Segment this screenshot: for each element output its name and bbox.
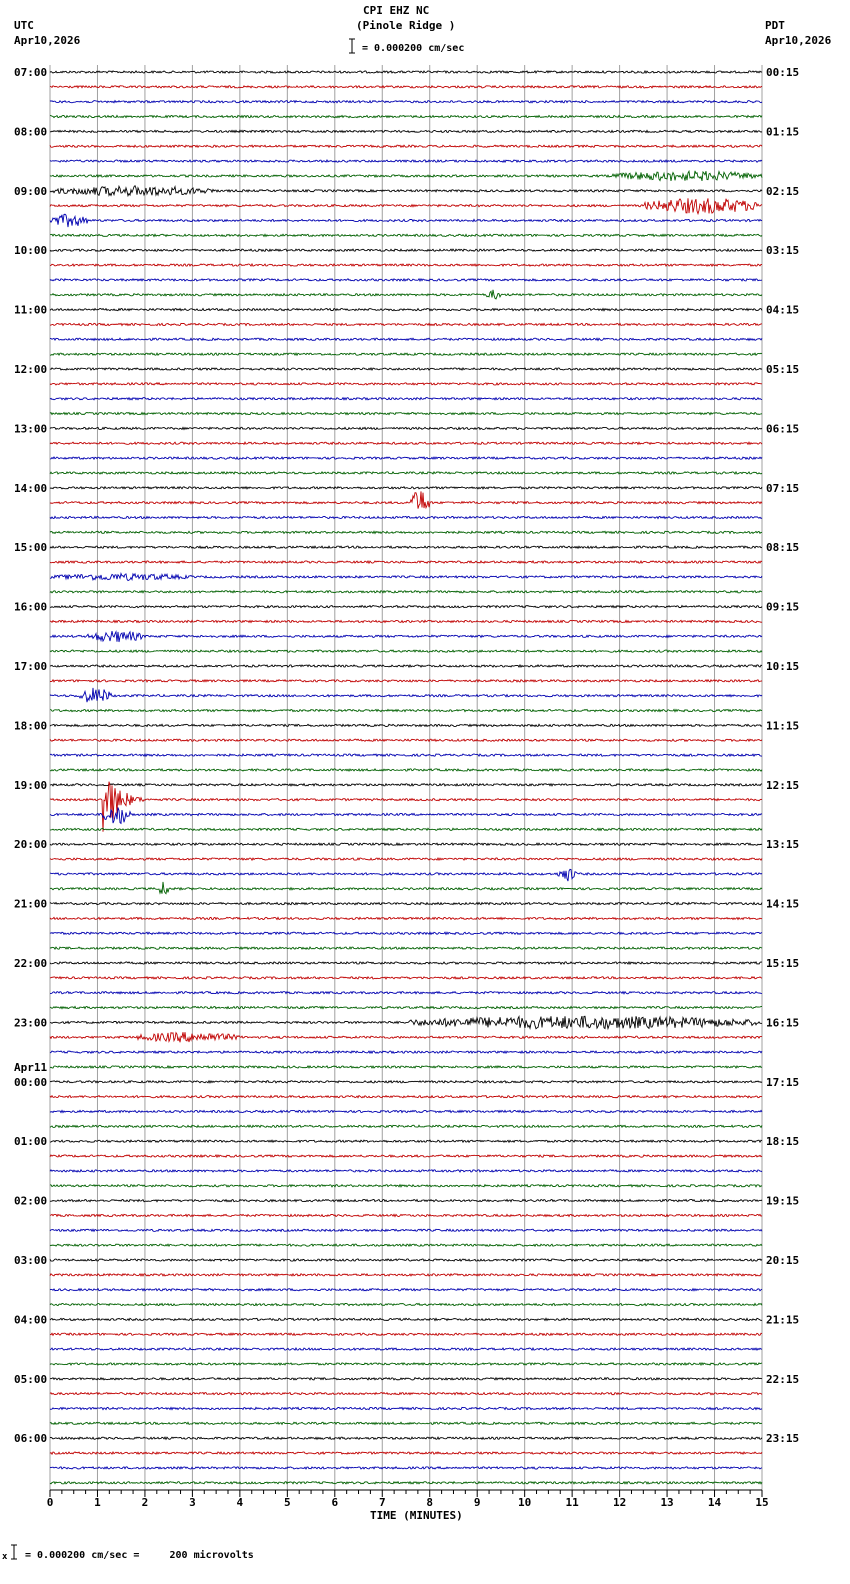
trace-72 xyxy=(50,1140,762,1142)
utc-hour-label: 08:00 xyxy=(14,125,48,139)
trace-16 xyxy=(50,309,762,311)
trace-49 xyxy=(50,782,762,832)
trace-92 xyxy=(50,1437,762,1439)
trace-39 xyxy=(50,650,762,652)
trace-79 xyxy=(50,1244,762,1246)
trace-83 xyxy=(50,1303,762,1305)
trace-94 xyxy=(50,1467,762,1469)
x-tick-label: 0 xyxy=(46,1496,54,1509)
trace-23 xyxy=(50,412,762,414)
trace-53 xyxy=(50,858,762,860)
footer-scale-prefix: x xyxy=(2,1552,8,1562)
utc-hour-label: 23:00 xyxy=(14,1016,48,1030)
utc-hour-label: 10:00 xyxy=(14,244,48,258)
pdt-hour-label: 14:15 xyxy=(766,897,800,911)
utc-hour-label: 19:00 xyxy=(14,778,48,792)
pdt-hour-label: 08:15 xyxy=(766,541,800,555)
trace-1 xyxy=(50,86,762,88)
trace-33 xyxy=(50,561,762,563)
trace-54 xyxy=(50,869,762,881)
pdt-hour-label: 19:15 xyxy=(766,1194,800,1208)
x-tick-label: 2 xyxy=(141,1496,149,1509)
x-tick-label: 4 xyxy=(236,1496,244,1509)
x-tick-label: 7 xyxy=(378,1496,386,1509)
trace-48 xyxy=(50,784,762,786)
utc-hour-label: 01:00 xyxy=(14,1135,48,1149)
x-tick-label: 14 xyxy=(707,1496,722,1509)
trace-27 xyxy=(50,472,762,474)
trace-56 xyxy=(50,903,762,905)
utc-hour-label: 18:00 xyxy=(14,719,48,733)
trace-70 xyxy=(50,1110,762,1112)
utc-date: Apr10,2026 xyxy=(14,34,81,47)
trace-74 xyxy=(50,1170,762,1172)
trace-45 xyxy=(50,739,762,741)
trace-89 xyxy=(50,1393,762,1395)
utc-hour-label: 15:00 xyxy=(14,541,48,555)
trace-14 xyxy=(50,279,762,281)
trace-84 xyxy=(50,1318,762,1320)
trace-60 xyxy=(50,962,762,964)
utc-hour-label: 07:00 xyxy=(14,66,48,79)
trace-86 xyxy=(50,1348,762,1350)
trace-12 xyxy=(50,249,762,251)
trace-7 xyxy=(50,171,762,181)
trace-61 xyxy=(50,977,762,979)
x-tick-label: 3 xyxy=(189,1496,196,1509)
utc-label: UTC xyxy=(14,19,34,32)
utc-hour-label: 12:00 xyxy=(14,363,48,376)
trace-11 xyxy=(50,234,762,236)
station-subtitle: (Pinole Ridge ) xyxy=(356,19,456,32)
trace-21 xyxy=(50,383,762,385)
pdt-hour-label: 12:15 xyxy=(766,778,800,792)
trace-24 xyxy=(50,427,762,429)
traces xyxy=(50,71,762,1484)
pdt-hour-label: 17:15 xyxy=(766,1075,800,1089)
trace-73 xyxy=(50,1155,762,1157)
trace-20 xyxy=(50,368,762,370)
pdt-hour-label: 05:15 xyxy=(766,363,800,376)
trace-0 xyxy=(50,71,762,73)
x-tick-label: 11 xyxy=(565,1496,579,1509)
pdt-hour-label: 16:15 xyxy=(766,1016,800,1030)
pdt-hour-label: 11:15 xyxy=(766,719,800,733)
utc-hour-label: 21:00 xyxy=(14,897,48,911)
trace-26 xyxy=(50,457,762,459)
pdt-hour-label: 13:15 xyxy=(766,838,800,852)
trace-22 xyxy=(50,398,762,400)
trace-91 xyxy=(50,1422,762,1424)
trace-46 xyxy=(50,754,762,756)
trace-75 xyxy=(50,1185,762,1187)
trace-15 xyxy=(50,290,762,299)
trace-80 xyxy=(50,1259,762,1261)
trace-37 xyxy=(50,620,762,622)
trace-62 xyxy=(50,992,762,994)
pdt-hour-label: 03:15 xyxy=(766,244,800,258)
trace-9 xyxy=(50,198,762,213)
x-tick-label: 10 xyxy=(518,1496,532,1509)
footer-scale-label: = 0.000200 cm/sec = 200 microvolts xyxy=(25,1550,254,1561)
trace-29 xyxy=(50,491,762,508)
date-change-label: Apr11 xyxy=(14,1061,48,1074)
trace-55 xyxy=(50,882,762,894)
trace-65 xyxy=(50,1032,762,1042)
trace-71 xyxy=(50,1125,762,1127)
trace-47 xyxy=(50,769,762,771)
utc-hour-label: 16:00 xyxy=(14,600,48,614)
utc-hour-label: 14:00 xyxy=(14,481,48,495)
trace-93 xyxy=(50,1452,762,1454)
trace-40 xyxy=(50,665,762,667)
trace-64 xyxy=(50,1016,762,1029)
utc-hour-label: 13:00 xyxy=(14,422,48,436)
utc-hour-label: 09:00 xyxy=(14,184,48,198)
x-axis xyxy=(47,1490,769,1509)
pdt-label: PDT xyxy=(765,19,785,32)
trace-43 xyxy=(50,709,762,711)
station-title: CPI EHZ NC xyxy=(363,4,430,17)
x-tick-label: 1 xyxy=(94,1496,101,1509)
trace-81 xyxy=(50,1274,762,1276)
trace-44 xyxy=(50,724,762,726)
trace-17 xyxy=(50,323,762,325)
pdt-hour-label: 02:15 xyxy=(766,184,800,198)
pdt-hour-label: 18:15 xyxy=(766,1135,800,1149)
pdt-hour-label: 20:15 xyxy=(766,1254,800,1267)
pdt-hour-label: 21:15 xyxy=(766,1313,800,1327)
trace-58 xyxy=(50,932,762,934)
utc-hour-label: 00:00 xyxy=(14,1075,48,1089)
pdt-hour-label: 09:15 xyxy=(766,600,800,614)
trace-18 xyxy=(50,338,762,340)
trace-5 xyxy=(50,145,762,147)
trace-28 xyxy=(50,487,762,489)
trace-36 xyxy=(50,606,762,608)
trace-63 xyxy=(50,1006,762,1008)
trace-6 xyxy=(50,160,762,162)
x-tick-label: 15 xyxy=(755,1496,769,1509)
utc-hour-label: 20:00 xyxy=(14,838,48,852)
trace-42 xyxy=(50,688,762,702)
trace-67 xyxy=(50,1066,762,1068)
x-tick-label: 6 xyxy=(331,1496,339,1509)
trace-10 xyxy=(50,214,762,227)
trace-35 xyxy=(50,591,762,593)
trace-34 xyxy=(50,574,762,581)
trace-77 xyxy=(50,1214,762,1216)
trace-2 xyxy=(50,101,762,103)
trace-3 xyxy=(50,115,762,117)
trace-32 xyxy=(50,546,762,548)
trace-85 xyxy=(50,1333,762,1335)
pdt-hour-label: 22:15 xyxy=(766,1372,800,1386)
utc-hour-label: 05:00 xyxy=(14,1372,48,1386)
pdt-hour-label: 06:15 xyxy=(766,422,800,436)
utc-hour-label: 22:00 xyxy=(14,957,48,970)
trace-13 xyxy=(50,264,762,266)
utc-hour-label: 03:00 xyxy=(14,1254,48,1267)
pdt-hour-label: 00:15 xyxy=(766,66,800,79)
pdt-hour-label: 04:15 xyxy=(766,303,800,317)
pdt-hour-label: 10:15 xyxy=(766,660,800,673)
x-tick-label: 9 xyxy=(473,1496,481,1509)
pdt-hour-label: 07:15 xyxy=(766,481,800,495)
trace-88 xyxy=(50,1378,762,1380)
trace-38 xyxy=(50,631,762,642)
trace-30 xyxy=(50,516,762,518)
utc-hour-label: 04:00 xyxy=(14,1313,48,1327)
trace-57 xyxy=(50,917,762,919)
trace-87 xyxy=(50,1363,762,1365)
utc-hour-label: 17:00 xyxy=(14,660,48,673)
trace-78 xyxy=(50,1229,762,1231)
utc-hour-label: 11:00 xyxy=(14,303,48,317)
scale-label: = 0.000200 cm/sec xyxy=(362,43,465,54)
pdt-hour-label: 23:15 xyxy=(766,1432,800,1446)
pdt-hour-label: 15:15 xyxy=(766,957,800,970)
trace-68 xyxy=(50,1081,762,1083)
trace-4 xyxy=(50,130,762,132)
trace-95 xyxy=(50,1482,762,1484)
utc-hour-label: 02:00 xyxy=(14,1194,48,1208)
trace-19 xyxy=(50,353,762,355)
utc-hour-label: 06:00 xyxy=(14,1432,48,1446)
trace-51 xyxy=(50,828,762,830)
trace-59 xyxy=(50,947,762,949)
x-tick-label: 5 xyxy=(284,1496,291,1509)
trace-82 xyxy=(50,1289,762,1291)
trace-41 xyxy=(50,680,762,682)
trace-69 xyxy=(50,1096,762,1098)
trace-50 xyxy=(50,807,762,823)
x-axis-label: TIME (MINUTES) xyxy=(370,1509,463,1522)
trace-76 xyxy=(50,1200,762,1202)
pdt-hour-label: 01:15 xyxy=(766,125,800,139)
trace-52 xyxy=(50,843,762,845)
trace-31 xyxy=(50,531,762,533)
trace-66 xyxy=(50,1051,762,1053)
pdt-date: Apr10,2026 xyxy=(765,34,832,47)
x-tick-label: 12 xyxy=(612,1496,627,1509)
trace-90 xyxy=(50,1407,762,1409)
trace-25 xyxy=(50,442,762,444)
x-tick-label: 8 xyxy=(426,1496,434,1509)
trace-8 xyxy=(50,186,762,196)
x-tick-label: 13 xyxy=(660,1496,674,1509)
